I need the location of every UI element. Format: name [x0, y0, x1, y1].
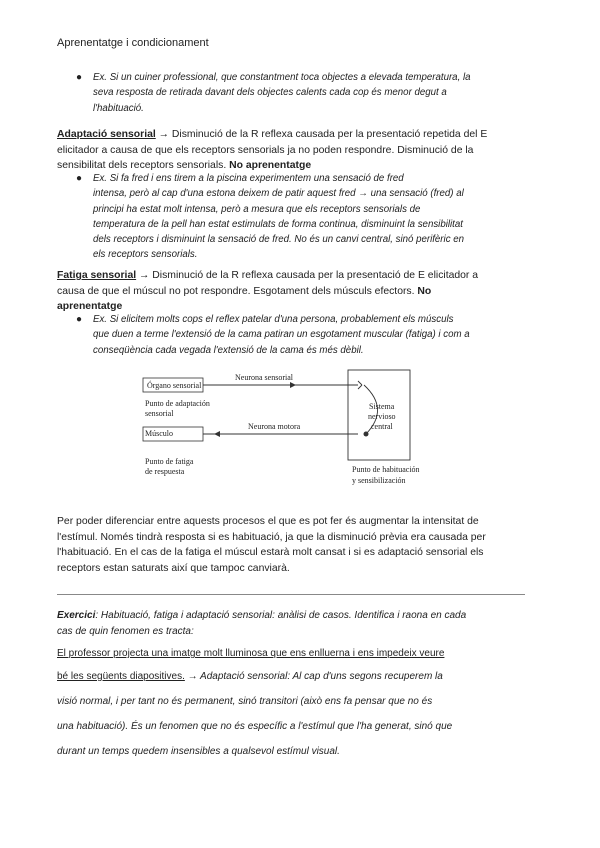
text-line: dels receptors i disminuint la sensació de fred. No és un canvi central, sinó perifèric en: [93, 234, 465, 246]
bullet-marker: ●: [76, 314, 83, 325]
text-line: seva resposta de retirada davant dels objectes calents cada cop és menor degut a: [93, 87, 447, 99]
text-span: → Disminució de la R reflexa causada per la presentació repetida del E: [158, 129, 488, 140]
text-span: → Disminució de la R reflexa causada per la presentació de E elicitador a: [139, 270, 479, 281]
text-line: l'habituació. En el cas de la fatiga el múscul estarà molt cansat i si es adaptació sensorial els: [57, 547, 484, 558]
text-line: Ex. Si fa fred i ens tirem a la piscina experimentem una sensació de fred: [93, 173, 404, 184]
bullet-marker: ●: [76, 72, 83, 83]
habituation-point-label: Punto de habituación: [352, 465, 420, 474]
text-line: intensa, però al cap d'una estona deixem de patir aquest fred → una sensació (fred) al: [93, 188, 464, 200]
habituation-point-label: y sensibilización: [352, 476, 406, 485]
text-line: [57, 268, 529, 284]
text-line: l'estímul. Només tindrà resposta si es habituació, ja que la disminució prèvia era causada per: [57, 531, 486, 543]
no-learning-tag: aprenentatge: [57, 301, 123, 312]
text-line: receptors estan saturats així que tampoc canviarà.: [57, 562, 290, 574]
divider: [57, 594, 525, 595]
bullet-marker: ●: [76, 173, 83, 184]
fatigue-term: Fatiga sensorial: [57, 270, 137, 281]
cns-label: nervioso: [368, 412, 396, 421]
text-span: : Habituació, fatiga i adaptació sensorial: anàlisi de casos. Identifica i raona en cada: [95, 610, 467, 621]
arrow-head-icon: [214, 431, 220, 437]
page-header: Aprenentatge i condicionament: [57, 37, 209, 49]
text-line: [57, 127, 529, 143]
case-answer: [57, 669, 529, 685]
text-line: elicitador a causa de que els receptors sensorials ja no poden respondre. Disminució de la: [57, 144, 474, 156]
text-line: Per poder diferenciar entre aquests procesos el que es pot fer és augmentar la intensitat de: [57, 516, 479, 527]
sensory-organ-label: Órgano sensorial: [147, 381, 202, 390]
text-line: els receptors sensorials.: [93, 249, 198, 261]
sensory-neuron-label: Neurona sensorial: [235, 373, 293, 382]
fatigue-point-label: Punto de fatiga: [145, 457, 194, 466]
cns-label: central: [371, 422, 393, 431]
adaptation-term: Adaptació sensorial: [57, 129, 156, 140]
no-learning-tag: No: [417, 285, 432, 297]
text-span: causa de que el múscul no pot respondre. Esgotament dels músculs efectors.: [57, 285, 415, 297]
text-line: Ex. Si elicitem molts cops el reflex patelar d'una persona, probablement els músculs: [93, 314, 454, 325]
arrow-head-icon: [290, 382, 296, 388]
text-line: visió normal, i per tant no és permanent, sinó transitori (això ens fa pensar que no és: [57, 696, 433, 707]
adaptation-point-label: sensorial: [145, 409, 174, 418]
text-line: Ex. Si un cuiner professional, que constantment toca objectes a elevada temperatura, la: [93, 72, 471, 83]
text-line: durant un temps quedem insensibles a qualsevol estímul visual.: [57, 746, 340, 757]
reflex-arc-diagram: [140, 364, 450, 494]
adaptation-point-label: Punto de adaptación: [145, 399, 210, 408]
example-cook: [93, 70, 529, 116]
adaptation-definition: [57, 127, 529, 174]
muscle-label: Músculo: [145, 429, 173, 438]
text-line: [57, 284, 529, 300]
text-line: l'habituació.: [93, 102, 144, 114]
text-line: temperatura de la pell han estat estimulats de forma continua, disminuint la sensibilitat: [93, 218, 463, 230]
case-statement: El professor projecta una imatge molt lluminosa que ens enlluerna i ens impedeix veure: [57, 648, 445, 659]
text-line: que duen a terme l'extensió de la cama patiran un esgotament muscular (fatiga) i com a: [93, 329, 470, 341]
text-line: cas de quin fenomen es tracta:: [57, 626, 194, 637]
exercise-label: Exercici: [57, 610, 96, 621]
conclusion-paragraph: [57, 514, 529, 576]
motor-neuron-label: Neurona motora: [248, 422, 301, 431]
text-span: → Adaptació sensorial: Al cap d'uns segons recuperem la: [187, 671, 443, 682]
fatigue-definition: [57, 268, 529, 315]
text-line: conseqüència cada vegada l'extensió de la cama és més dèbil.: [93, 344, 364, 356]
case-statement: bé les següents diapositives.: [57, 671, 185, 682]
example-pool: [93, 171, 529, 263]
synapse-icon: [358, 381, 362, 389]
fatigue-point-label: de respuesta: [145, 467, 185, 476]
text-line: una habituació). És un fenomen que no és específic a l'estímul que l'ha generat, sinó que: [57, 721, 453, 732]
exercise-intro: [57, 608, 529, 624]
no-learning-tag: No aprenentatge: [229, 160, 312, 171]
text-line: principi ha estat molt intensa, però a mesura que els receptors sensorials de: [93, 203, 421, 215]
text-span: sensibilitat dels receptors sensorials.: [57, 160, 227, 171]
example-patellar: [93, 312, 529, 358]
cns-label: Sistema: [369, 402, 395, 411]
